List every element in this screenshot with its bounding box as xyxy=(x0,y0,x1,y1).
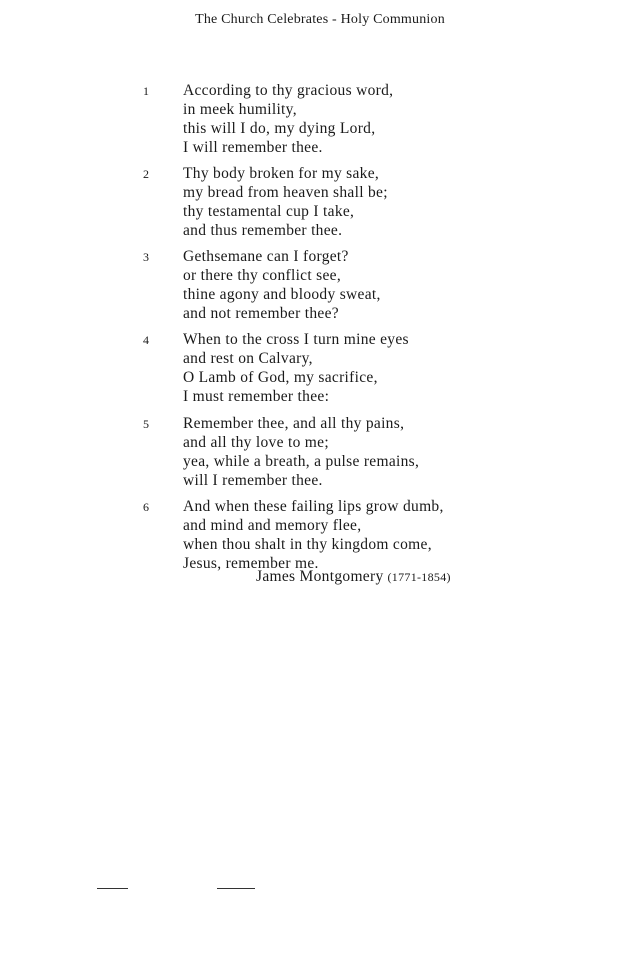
verse-line: When to the cross I turn mine eyes xyxy=(183,331,409,348)
verse-lines xyxy=(183,330,409,406)
verse-line: and rest on Calvary, xyxy=(183,350,313,367)
verse-line: and thus remember thee. xyxy=(183,222,343,239)
verse-line: thine agony and bloody sweat, xyxy=(183,286,381,303)
verse-number: 4 xyxy=(143,333,149,347)
attribution xyxy=(256,568,451,586)
page-header: The Church Celebrates - Holy Communion xyxy=(195,12,445,27)
verse-line: yea, while a breath, a pulse remains, xyxy=(183,453,420,470)
footer-rule-right xyxy=(217,888,255,889)
verse-lines xyxy=(183,414,419,490)
verse-line: Remember thee, and all thy pains, xyxy=(183,415,405,432)
verse-line: this will I do, my dying Lord, xyxy=(183,120,376,137)
verse-line: or there thy conflict see, xyxy=(183,267,342,284)
verse-lines xyxy=(183,164,388,240)
verse-line: Gethsemane can I forget? xyxy=(183,248,349,265)
verse-line: and not remember thee? xyxy=(183,305,339,322)
footer-rule-left xyxy=(97,888,128,889)
verse-number: 3 xyxy=(143,250,149,264)
author-name: James Montgomery xyxy=(256,568,384,585)
verse-line: O Lamb of God, my sacrifice, xyxy=(183,369,378,386)
verse-line: my bread from heaven shall be; xyxy=(183,184,388,201)
verse-lines xyxy=(183,497,444,573)
verse-number: 5 xyxy=(143,417,149,431)
verse-line: and mind and memory flee, xyxy=(183,517,362,534)
verse-line: when thou shalt in thy kingdom come, xyxy=(183,536,432,553)
verse-line: I must remember thee: xyxy=(183,388,330,405)
verse-lines xyxy=(183,247,381,323)
verse-line: and all thy love to me; xyxy=(183,434,329,451)
verse-number: 6 xyxy=(143,500,149,514)
verse-line: And when these failing lips grow dumb, xyxy=(183,498,444,515)
author-dates: (1771-1854) xyxy=(387,570,451,584)
verse-line: will I remember thee. xyxy=(183,472,323,489)
verse-line: Jesus, remember me. xyxy=(183,555,319,572)
verse-line: Thy body broken for my sake, xyxy=(183,165,380,182)
verse-lines xyxy=(183,81,393,157)
verse-line: thy testamental cup I take, xyxy=(183,203,355,220)
verse-line: I will remember thee. xyxy=(183,139,323,156)
verse-line: According to thy gracious word, xyxy=(183,82,394,99)
verse-number: 2 xyxy=(143,167,149,181)
verse-line: in meek humility, xyxy=(183,101,297,118)
verse-number: 1 xyxy=(143,84,149,98)
